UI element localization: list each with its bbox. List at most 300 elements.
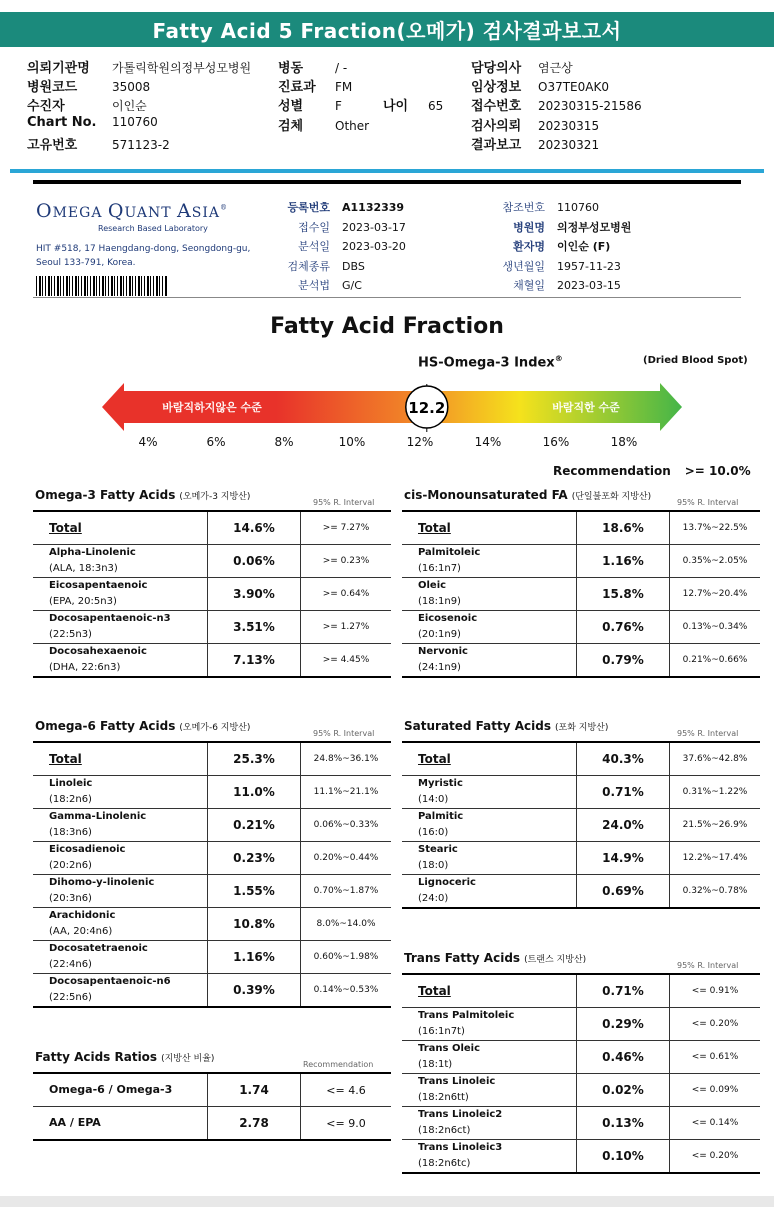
fatty-acid-name [33, 644, 208, 678]
fatty-acid-name [402, 644, 577, 678]
fatty-acid-name [33, 776, 208, 809]
fatty-acid-name [402, 875, 577, 909]
result-value: 18.6% [577, 511, 670, 545]
info-value: 염근상 [538, 61, 573, 75]
sample-field [278, 258, 365, 274]
name-text: Palmitoleic [418, 547, 481, 558]
result-value: 0.10% [577, 1140, 670, 1174]
result-value: 40.3% [577, 742, 670, 776]
info-label: 결과보고 [471, 138, 522, 153]
info-field [471, 76, 609, 95]
logo-text: MEGA [52, 205, 108, 221]
result-table [33, 510, 391, 678]
table-row [402, 809, 760, 842]
section-title-kr: (트랜스 지방산) [524, 955, 587, 965]
name-text: Trans Linoleic [418, 1076, 496, 1087]
logo-text: SIA [191, 205, 220, 221]
name-subtext: (22:4n6) [49, 959, 92, 970]
result-value: 11.0% [208, 776, 301, 809]
reference-range: 0.31%~1.22% [670, 776, 761, 809]
sample-field [495, 219, 631, 235]
reference-range: 0.20%~0.44% [301, 842, 392, 875]
section-title-text: Fatty Acids Ratios [35, 1050, 158, 1064]
sample-label: 채혈일 [513, 279, 545, 292]
info-value: 20230315-21586 [538, 99, 642, 113]
table-row [402, 1041, 760, 1074]
fatty-acid-name [33, 1107, 208, 1141]
info-field [27, 95, 147, 114]
result-value: 1.16% [577, 545, 670, 578]
fatty-acid-name [402, 1140, 577, 1174]
sample-field [278, 238, 406, 254]
sample-label: 생년월일 [502, 259, 545, 273]
result-value: 0.71% [577, 776, 670, 809]
reference-range: >= 4.45% [301, 644, 392, 678]
result-value: 10.8% [208, 908, 301, 941]
result-value: 0.46% [577, 1041, 670, 1074]
name-text: Total [418, 752, 451, 766]
name-text: Arachidonic [49, 910, 116, 921]
table-row [402, 578, 760, 611]
section-title [404, 951, 586, 965]
fatty-acid-name [33, 511, 208, 545]
omega3-index-gauge [102, 383, 682, 433]
name-subtext: (16:1n7t) [418, 1026, 465, 1037]
table-row [33, 776, 391, 809]
result-value: 0.76% [577, 611, 670, 644]
table-row [33, 578, 391, 611]
info-value: 571123-2 [112, 138, 170, 152]
info-field [278, 57, 347, 76]
info-label: 의뢰기관명 [27, 61, 90, 76]
address-line: HIT #518, 17 Haengdang-dong, Seongdong-gu, [36, 244, 251, 254]
section-title-text: cis-Monounsaturated FA [404, 488, 568, 502]
age-label: 나이 [383, 99, 409, 114]
result-value: 3.90% [208, 578, 301, 611]
fatty-acid-name [402, 974, 577, 1008]
name-subtext: (24:1n9) [418, 662, 461, 673]
info-label: Chart No. [27, 115, 97, 130]
reference-range: >= 1.27% [301, 611, 392, 644]
result-value: 1.16% [208, 941, 301, 974]
divider-blue [10, 169, 764, 173]
result-value: 0.23% [208, 842, 301, 875]
name-subtext: (20:2n6) [49, 860, 92, 871]
info-field [471, 134, 599, 153]
gauge-tick-label: 14% [474, 435, 502, 449]
lab-address [36, 242, 250, 270]
info-value: 이인순 [112, 99, 147, 113]
reference-range: 0.06%~0.33% [301, 809, 392, 842]
gauge-tick-label: 16% [542, 435, 570, 449]
fatty-acid-name [33, 611, 208, 644]
total-row [402, 742, 760, 776]
name-text: Trans Oleic [418, 1043, 481, 1054]
name-text: Docosahexaenoic [49, 646, 147, 657]
reference-range: 0.70%~1.87% [301, 875, 392, 908]
info-label: 병원코드 [27, 80, 78, 95]
table-row [33, 974, 391, 1008]
name-text: Palmitic [418, 811, 464, 822]
sample-label: 접수일 [298, 220, 330, 234]
name-subtext: (18:1t) [418, 1059, 453, 1070]
name-text: Docosapentaenoic-n3 [49, 613, 171, 624]
reference-range: <= 0.20% [670, 1140, 761, 1174]
logo-text: UANT [124, 205, 177, 221]
fatty-acid-name [402, 511, 577, 545]
info-label: 고유번호 [27, 138, 78, 153]
info-value: 20230321 [538, 138, 600, 152]
name-text: Alpha-Linolenic [49, 547, 136, 558]
name-text: Linoleic [49, 778, 93, 789]
info-field [27, 115, 158, 130]
reference-range: <= 0.09% [670, 1074, 761, 1107]
section-title-kr: (오메가-6 지방산) [179, 723, 251, 733]
section-subheader: 95% R. Interval [313, 498, 375, 507]
info-value: / - [335, 61, 348, 75]
info-label: 검사의뢰 [471, 119, 522, 134]
name-subtext: (EPA, 20:5n3) [49, 596, 117, 607]
info-label: 병동 [278, 61, 304, 76]
name-subtext: (20:3n6) [49, 893, 92, 904]
name-subtext: (18:2n6tc) [418, 1158, 471, 1169]
table-row [402, 1140, 760, 1174]
sample-value: 110760 [557, 201, 599, 214]
table-row [33, 1107, 391, 1141]
reference-range: 0.21%~0.66% [670, 644, 761, 678]
section-subheader: 95% R. Interval [677, 729, 739, 738]
reference-range: 0.35%~2.05% [670, 545, 761, 578]
sample-label: 분석법 [298, 279, 330, 292]
section-title-kr: (지방산 비율) [161, 1054, 215, 1064]
reference-range: 24.8%~36.1% [301, 742, 392, 776]
section-title [404, 719, 608, 733]
section-subheader: 95% R. Interval [313, 729, 375, 738]
name-text: Nervonic [418, 646, 468, 657]
recommendation [553, 464, 751, 478]
section-title-kr: (포화 지방산) [555, 723, 609, 733]
sample-value: A1132339 [342, 201, 405, 214]
table-row [402, 1107, 760, 1140]
info-value: FM [335, 80, 353, 94]
recommendation-value: >= 10.0% [684, 464, 751, 478]
result-table [33, 741, 391, 1008]
table-row [402, 644, 760, 678]
reference-range: <= 0.91% [670, 974, 761, 1008]
name-subtext: (14:0) [418, 794, 449, 805]
specimen-type: (Dried Blood Spot) [643, 355, 748, 366]
section-title-text: Omega-6 Fatty Acids [35, 719, 176, 733]
table-row [33, 611, 391, 644]
info-field [471, 95, 642, 114]
logo-letter: Q [107, 200, 125, 222]
page-bottom-strip [0, 1196, 774, 1207]
sample-value: 2023-03-20 [342, 240, 406, 253]
name-text: Oleic [418, 580, 447, 591]
reference-range: 0.14%~0.53% [301, 974, 392, 1008]
table-row [33, 941, 391, 974]
reference-range: 12.7%~20.4% [670, 578, 761, 611]
table-row [402, 875, 760, 909]
section-subheader: 95% R. Interval [677, 961, 739, 970]
main-title: Fatty Acid Fraction [270, 314, 504, 339]
name-text: Eicosadienoic [49, 844, 126, 855]
gauge-value-marker [406, 384, 448, 432]
reference-range: 0.13%~0.34% [670, 611, 761, 644]
info-value: 20230315 [538, 119, 600, 133]
info-value: 110760 [112, 115, 158, 129]
name-text: Total [418, 521, 451, 535]
name-subtext: (24:0) [418, 893, 449, 904]
section-title-text: Saturated Fatty Acids [404, 719, 551, 733]
result-value: 1.55% [208, 875, 301, 908]
sample-label: 참조번호 [502, 201, 545, 214]
total-row [402, 974, 760, 1008]
table-row [402, 842, 760, 875]
fatty-acid-name [33, 941, 208, 974]
total-row [402, 511, 760, 545]
section-title [404, 488, 651, 502]
barcode [36, 276, 168, 296]
result-value: 0.06% [208, 545, 301, 578]
sample-label: 병원명 [513, 220, 545, 234]
name-text: Gamma-Linolenic [49, 811, 147, 822]
name-subtext: (DHA, 22:6n3) [49, 662, 121, 673]
result-value: 0.02% [577, 1074, 670, 1107]
logo-reg-mark: ® [219, 203, 228, 212]
gauge-tick-label: 18% [610, 435, 638, 449]
table-row [33, 545, 391, 578]
sample-value: 의정부성모병원 [557, 220, 632, 234]
gauge-left-label: 바람직하지않은 수준 [162, 401, 262, 414]
fatty-acid-name [33, 842, 208, 875]
total-row [33, 742, 391, 776]
sample-field [278, 219, 406, 235]
info-value: F [335, 99, 342, 113]
lab-logo [36, 200, 228, 222]
result-table [33, 1072, 391, 1141]
name-text: Total [49, 752, 82, 766]
section-title-kr: (오메가-3 지방산) [179, 492, 251, 502]
info-label: 진료과 [278, 80, 316, 95]
info-field [471, 57, 573, 76]
logo-letter: O [36, 200, 53, 222]
sample-field [495, 199, 599, 215]
fatty-acid-name [33, 742, 208, 776]
hs-title-reg: ® [554, 354, 563, 363]
section-title [35, 488, 250, 502]
recommendation-label: Recommendation [553, 464, 671, 478]
fatty-acid-name [33, 875, 208, 908]
reference-range: 13.7%~22.5% [670, 511, 761, 545]
name-text: Myristic [418, 778, 463, 789]
reference-range: 37.6%~42.8% [670, 742, 761, 776]
name-subtext: (18:3n6) [49, 827, 92, 838]
sample-field [495, 258, 621, 274]
sample-label: 분석일 [298, 240, 330, 253]
result-value: 0.71% [577, 974, 670, 1008]
table-row [402, 545, 760, 578]
hs-omega3-title [418, 354, 563, 370]
name-subtext: (22:5n6) [49, 992, 92, 1003]
reference-range: 11.1%~21.1% [301, 776, 392, 809]
age-value: 65 [427, 99, 444, 113]
name-text: Docosapentaenoic-n6 [49, 976, 171, 987]
name-subtext: (16:0) [418, 827, 449, 838]
fatty-acid-name [402, 1074, 577, 1107]
section-title-text: Trans Fatty Acids [404, 951, 521, 965]
sample-field [495, 238, 610, 254]
reference-range: <= 9.0 [301, 1107, 392, 1141]
reference-range: >= 0.23% [301, 545, 392, 578]
reference-range: <= 0.20% [670, 1008, 761, 1041]
reference-range: <= 4.6 [301, 1073, 392, 1107]
section-title [35, 719, 250, 733]
section-title-kr: (단일불포화 지방산) [571, 492, 652, 502]
name-text: Trans Linoleic3 [418, 1142, 503, 1153]
fatty-acid-name [402, 611, 577, 644]
gauge-tick-label: 6% [206, 435, 226, 449]
total-row [33, 511, 391, 545]
name-text: Dihomo-y-linolenic [49, 877, 155, 888]
result-value: 0.79% [577, 644, 670, 678]
name-text: Trans Palmitoleic [418, 1010, 515, 1021]
info-label: 성별 [278, 99, 304, 114]
sample-label: 등록번호 [287, 201, 330, 214]
name-text: Docosatetraenoic [49, 943, 148, 954]
reference-range: 12.2%~17.4% [670, 842, 761, 875]
table-row [33, 1073, 391, 1107]
name-text: Eicosapentaenoic [49, 580, 148, 591]
fatty-acid-name [402, 1008, 577, 1041]
result-value: 0.39% [208, 974, 301, 1008]
name-subtext: (18:0) [418, 860, 449, 871]
result-table [402, 973, 760, 1174]
name-subtext: (16:1n7) [418, 563, 461, 574]
info-field [471, 115, 599, 134]
sample-field [495, 277, 621, 293]
result-value: 1.74 [208, 1073, 301, 1107]
result-value: 0.69% [577, 875, 670, 909]
table-row [33, 644, 391, 678]
result-value: 14.9% [577, 842, 670, 875]
info-label: 접수번호 [471, 99, 522, 114]
result-value: 0.29% [577, 1008, 670, 1041]
reference-range: 0.60%~1.98% [301, 941, 392, 974]
table-row [33, 875, 391, 908]
result-table [402, 510, 760, 678]
lab-subtitle: Research Based Laboratory [98, 224, 208, 233]
result-value: 14.6% [208, 511, 301, 545]
result-value: 15.8% [577, 578, 670, 611]
sample-value: 이인순 (F) [557, 240, 611, 253]
age-field [383, 95, 443, 114]
info-label: 수진자 [27, 99, 65, 114]
name-subtext: (18:2n6ct) [418, 1125, 471, 1136]
name-subtext: (20:1n9) [418, 629, 461, 640]
fatty-acid-name [402, 578, 577, 611]
section-subheader: 95% R. Interval [677, 498, 739, 507]
info-value: 가톨릭학원의정부성모병원 [112, 61, 252, 75]
fatty-acid-name [402, 1041, 577, 1074]
reference-range: 21.5%~26.9% [670, 809, 761, 842]
reference-range: 0.32%~0.78% [670, 875, 761, 909]
info-field [278, 115, 369, 134]
result-value: 24.0% [577, 809, 670, 842]
fatty-acid-name [33, 908, 208, 941]
info-field [27, 57, 251, 76]
table-row [402, 776, 760, 809]
name-text: Trans Linoleic2 [418, 1109, 503, 1120]
reference-range: <= 0.61% [670, 1041, 761, 1074]
result-value: 0.21% [208, 809, 301, 842]
name-subtext: (18:1n9) [418, 596, 461, 607]
table-row [33, 842, 391, 875]
fatty-acid-name [402, 545, 577, 578]
reference-range: <= 0.14% [670, 1107, 761, 1140]
gauge-tick-label: 12% [406, 435, 434, 449]
name-text: Stearic [418, 844, 458, 855]
sample-value: G/C [342, 279, 362, 292]
result-value: 3.51% [208, 611, 301, 644]
result-table [402, 741, 760, 909]
name-text: Total [418, 984, 451, 998]
table-row [402, 1008, 760, 1041]
gauge-tick-label: 4% [138, 435, 158, 449]
gauge-tick-label: 8% [274, 435, 294, 449]
table-row [402, 1074, 760, 1107]
fatty-acid-name [33, 578, 208, 611]
fatty-acid-name [402, 1107, 577, 1140]
fatty-acid-name [33, 974, 208, 1008]
info-field [278, 95, 342, 114]
result-value: 7.13% [208, 644, 301, 678]
info-label: 임상정보 [471, 80, 522, 95]
name-text: AA / EPA [49, 1116, 101, 1129]
sample-field [278, 277, 362, 293]
sample-field [278, 199, 404, 215]
fatty-acid-name [33, 809, 208, 842]
info-value: 35008 [112, 80, 151, 94]
sample-value: 2023-03-17 [342, 220, 406, 234]
result-value: 0.13% [577, 1107, 670, 1140]
logo-letter: A [177, 200, 192, 222]
info-field [27, 134, 170, 153]
name-text: Omega-6 / Omega-3 [49, 1083, 173, 1096]
sample-value: DBS [342, 259, 365, 273]
info-field [27, 76, 150, 95]
reference-range: >= 0.64% [301, 578, 392, 611]
fatty-acid-name [402, 776, 577, 809]
fatty-acid-name [402, 842, 577, 875]
info-field [278, 76, 352, 95]
table-row [402, 611, 760, 644]
name-subtext: (22:5n3) [49, 629, 92, 640]
name-subtext: (AA, 20:4n6) [49, 926, 113, 937]
table-row [33, 809, 391, 842]
name-subtext: (18:2n6) [49, 794, 92, 805]
fatty-acid-name [402, 809, 577, 842]
name-text: Lignoceric [418, 877, 476, 888]
info-value: Other [335, 119, 370, 133]
name-text: Total [49, 521, 82, 535]
reference-range: 8.0%~14.0% [301, 908, 392, 941]
divider-black [33, 180, 741, 184]
info-label: 담당의사 [471, 61, 522, 76]
section-title-text: Omega-3 Fatty Acids [35, 488, 176, 502]
table-row [33, 908, 391, 941]
name-text: Eicosenoic [418, 613, 478, 624]
